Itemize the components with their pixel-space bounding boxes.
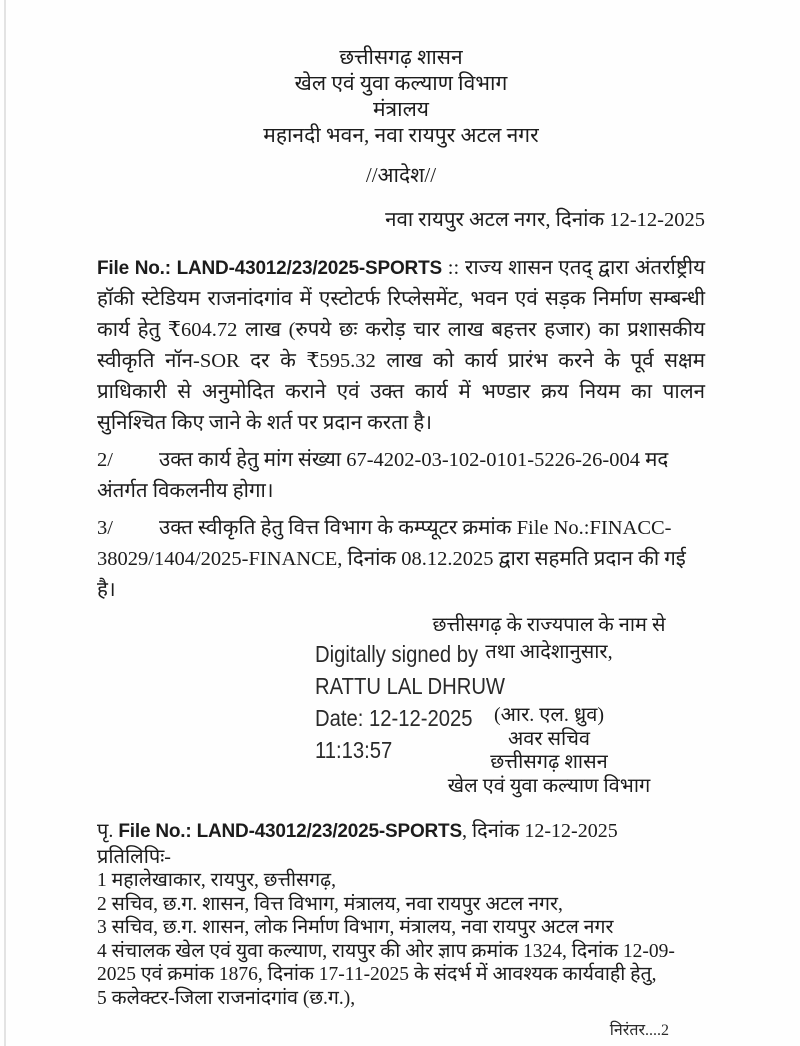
copy-item-3: 3 सचिव, छ.ग. शासन, लोक निर्माण विभाग, मंत्रालय, नवा रायपुर अटल नगर — [97, 917, 614, 938]
letterhead-ministry: मंत्रालय — [372, 97, 429, 121]
sanction-paragraph — [97, 253, 705, 439]
letterhead-government: छत्तीसगढ़ शासन — [339, 45, 463, 69]
file-number: File No.: LAND-43012/23/2025-SPORTS — [97, 258, 442, 279]
stamp-line-1: Digitally signed by — [315, 641, 479, 667]
officer-block — [393, 704, 705, 798]
letterhead — [97, 44, 705, 148]
copy-item-4: 4 संचालक खेल एवं युवा कल्याण, रायपुर की ओर ज्ञाप क्रमांक 1324, दिनांक 12-09-2025 एवं क्रमांक 1876, दिनांक 17-11-2025 के संदर्भ में आवश्यक कार्यवाही हेतु, — [97, 940, 675, 985]
copy-item-2: 2 सचिव, छ.ग. शासन, वित्त विभाग, मंत्रालय, नवा रायपुर अटल नगर, — [97, 893, 563, 915]
letterhead-address: महानदी भवन, नवा रायपुर अटल नगर — [263, 123, 539, 147]
endorsement-file-number: File No.: LAND-43012/23/2025-SPORTS — [118, 821, 462, 842]
copy-list — [97, 869, 705, 1010]
paragraph-2-text: उक्त कार्य हेतु मांग संख्या 67-4202-03-102-0101-5226-26-004 मद अंतर्गत विकलनीय होगा। — [97, 449, 669, 502]
officer-name: (आर. एल. ध्रुव) — [494, 704, 604, 726]
sanction-paragraph-text: :: राज्य शासन एतद् द्वारा अंतर्राष्ट्रीय हॉकी स्टेडियम राजनांदगांव में एस्टोटर्फ रिप्लेसमेंट, भवन एवं सड़क निर्माण सम्बन्धी कार्य हेतु ₹604.72 लाख (रुपये छः करोड़ चार लाख बहत्तर हजार) का प्रशासकीय स्वीकृति नॉन-SOR दर के ₹595.32 लाख को कार्य प्रारंभ करने के पूर्व सक्षम प्राधिकारी से अनुमोदित कराने एवं उक्त कार्य में भण्डार क्रय नियम का पालन सुनिश्चित किए जाने के शर्त पर प्रदान करता है। — [97, 257, 705, 434]
letterhead-department: खेल एवं युवा कल्याण विभाग — [294, 71, 508, 95]
endorsement-prefix: पृ. — [97, 820, 119, 842]
officer-title: अवर सचिव — [507, 727, 591, 750]
stamp-time: 11:13:57 — [315, 737, 393, 763]
authority-line-2: तथा आदेशानुसार, — [485, 641, 613, 663]
authority-block — [393, 612, 705, 666]
stamp-date: Date: 12-12-2025 — [315, 705, 473, 731]
paragraph-3-text: उक्त स्वीकृति हेतु वित्त विभाग के कम्प्यूटर क्रमांक File No.:FINACC-38029/1404/2025-FINANCE, दिनांक 08.12.2025 द्वारा सहमति प्रदान की गई है। — [97, 517, 686, 601]
paragraph-3 — [97, 513, 705, 606]
stamp-signer-name: RATTU LAL DHRUW — [315, 673, 506, 699]
place-date-line: नवा रायपुर अटल नगर, दिनांक 12-12-2025 — [385, 209, 705, 231]
copy-item-5: 5 कलेक्टर-जिला राजनांदगांव (छ.ग.), — [97, 987, 356, 1009]
paragraph-2-number: 2/ — [97, 449, 113, 471]
endorsement-date: , दिनांक 12-12-2025 — [461, 820, 618, 842]
paragraph-3-number: 3/ — [97, 517, 113, 539]
officer-org-line-2: खेल एवं युवा कल्याण विभाग — [447, 774, 651, 797]
copy-list-heading: प्रतिलिपिः- — [97, 846, 171, 868]
signature-area — [97, 612, 705, 808]
continuation-marker: निरंतर....2 — [609, 1022, 669, 1039]
paragraph-2 — [97, 445, 705, 507]
officer-org-line-1: छत्तीसगढ़ शासन — [490, 751, 608, 773]
copy-item-1: 1 महालेखाकार, रायपुर, छत्तीसगढ़, — [97, 870, 337, 891]
endorsement-reference-line — [97, 818, 705, 845]
authority-line-1: छत्तीसगढ़ के राज्यपाल के नाम से — [432, 614, 666, 636]
order-title: //आदेश// — [365, 163, 437, 187]
